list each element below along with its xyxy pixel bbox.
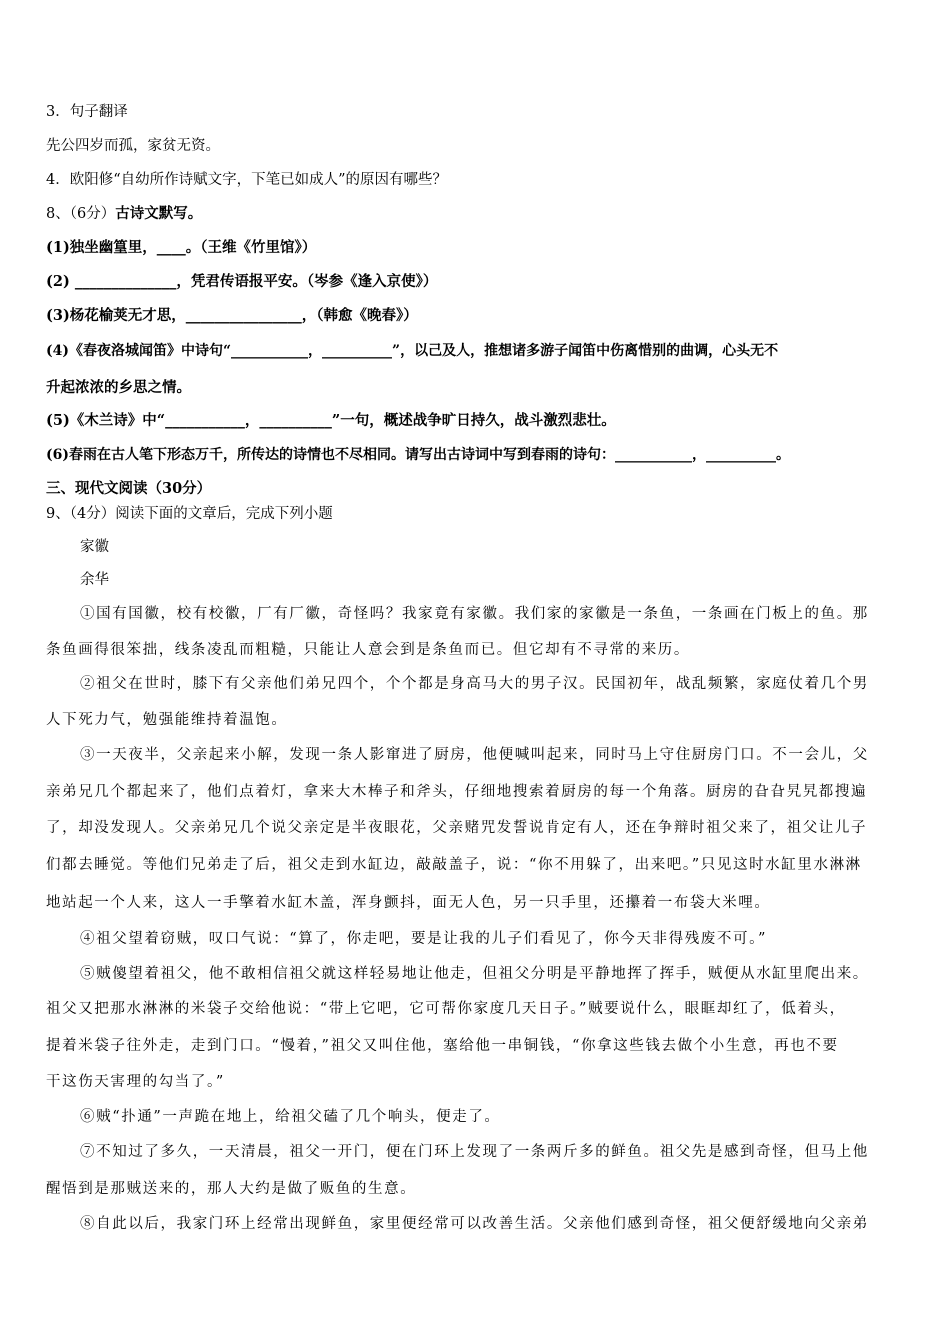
q8-item-4: (4)《春夜洛城闻笛》中诗句“___________，__________”，以己及人，推想诸多游子闻笛中伤离惜别的曲调，心头无不	[46, 343, 779, 359]
article-line: 地站起一个人来，这人一手擎着水缸木盖，浑身颤抖，面无人色，另一只手里，还攥着一布袋大米哩。	[46, 895, 771, 911]
article-line: 提着米袋子往外走，走到门口。“慢着，”祖父又叫住他，塞给他一串铜钱，“你拿这些钱去做个小生意，再也不要	[46, 1038, 839, 1054]
q3-heading: 3．句子翻译	[46, 104, 128, 120]
q8-item-1: (1)独坐幽篁里，____。（王维《竹里馆》）	[46, 239, 317, 256]
q8-item-2: (2) ______________，凭君传语报平安。（岑参《逢入京使》）	[46, 273, 438, 290]
article-line: ①国有国徽，校有校徽，厂有厂徽，奇怪吗？我家竟有家徽。我们家的家徽是一条鱼，一条画在门板上的鱼。那	[80, 606, 869, 622]
article-line: 亲弟兄几个都起来了，他们点着灯，拿来大木棒子和斧头，仔细地搜索着厨房的每一个角落。厨房的旮旮旯旯都搜遍	[46, 784, 868, 800]
section-heading: 三、现代文阅读（30分）	[46, 480, 212, 497]
q9-heading: 9、（4分）阅读下面的文章后，完成下列小题	[46, 506, 333, 522]
article-line: ⑥贼“扑通”一声跪在地上，给祖父磕了几个响头，便走了。	[80, 1109, 501, 1125]
article-line: 了，却没发现人。父亲弟兄几个说父亲定是半夜眼花，父亲赌咒发誓说肯定有人，还在争辩时祖父来了，祖父让儿子	[46, 820, 868, 836]
q8-heading	[46, 204, 202, 224]
article-line: ⑤贼傻望着祖父，他不敢相信祖父就这样轻易地让他走，但祖父分明是平静地挥了挥手，贼便从水缸里爬出来。	[80, 966, 869, 982]
q3-sentence: 先公四岁而孤，家贫无资。	[46, 138, 220, 154]
q8-instruction: 古诗文默写。	[115, 205, 203, 222]
q8-item-5: (5)《木兰诗》中“___________，__________”一句，概述战争旷日持久，战斗激烈悲壮。	[46, 412, 616, 429]
q8-item-3: (3)杨花榆荚无才思，________________，（韩愈《晚春》）	[46, 307, 418, 324]
article-line: 醒悟到是那贼送来的，那人大约是做了贩鱼的生意。	[46, 1181, 417, 1197]
q8-item-6: (6)春雨在古人笔下形态万千，所传达的诗情也不尽相同。请写出古诗词中写到春雨的诗句：___________，__________。	[46, 447, 790, 463]
article-line: 干这伤天害理的勾当了。”	[46, 1074, 225, 1090]
article-line: 条鱼画得很笨拙，线条凌乱而粗糙，只能让人意会到是条鱼而已。但它却有不寻常的来历。	[46, 642, 690, 658]
article-line: ④祖父望着窃贼，叹口气说：“算了，你走吧，要是让我的儿子们看见了，你今天非得残废不可。”	[80, 931, 767, 947]
article-line: ③一天夜半，父亲起来小解，发现一条人影窜进了厨房，他便喊叫起来，同时马上守住厨房门口。不一会儿，父	[80, 747, 869, 763]
article-line: 人下死力气，勉强能维持着温饱。	[46, 712, 288, 728]
q8-item-4-cont: 升起浓浓的乡思之情。	[46, 379, 191, 396]
article-line: ⑦不知过了多久，一天清晨，祖父一开门，便在门环上发现了一条两斤多的鲜鱼。祖父先是感到奇怪，但马上他	[80, 1144, 869, 1160]
article-line: ②祖父在世时，膝下有父亲他们弟兄四个，个个都是身高马大的男子汉。民国初年，战乱频繁，家庭仗着几个男	[80, 676, 869, 692]
q4-question: 4．欧阳修“自幼所作诗赋文字，下笔已如成人”的原因有哪些？	[46, 172, 448, 188]
article-line: 祖父又把那水淋淋的米袋子交给他说：“带上它吧，它可帮你家度几天日子。”贼要说什么，眼眶却红了，低着头，	[46, 1001, 846, 1017]
article-author: 余华	[80, 572, 109, 588]
article-line: ⑧自此以后，我家门环上经常出现鲜鱼，家里便经常可以改善生活。父亲他们感到奇怪，祖父便舒缓地向父亲弟	[80, 1216, 869, 1232]
article-title: 家徽	[80, 539, 109, 555]
q8-score: 8、（6分）	[46, 206, 116, 222]
article-line: 们都去睡觉。等他们兄弟走了后，祖父走到水缸边，敲敲盖子，说：“你不用躲了，出来吧。”只见这时水缸里水淋淋	[46, 857, 862, 873]
